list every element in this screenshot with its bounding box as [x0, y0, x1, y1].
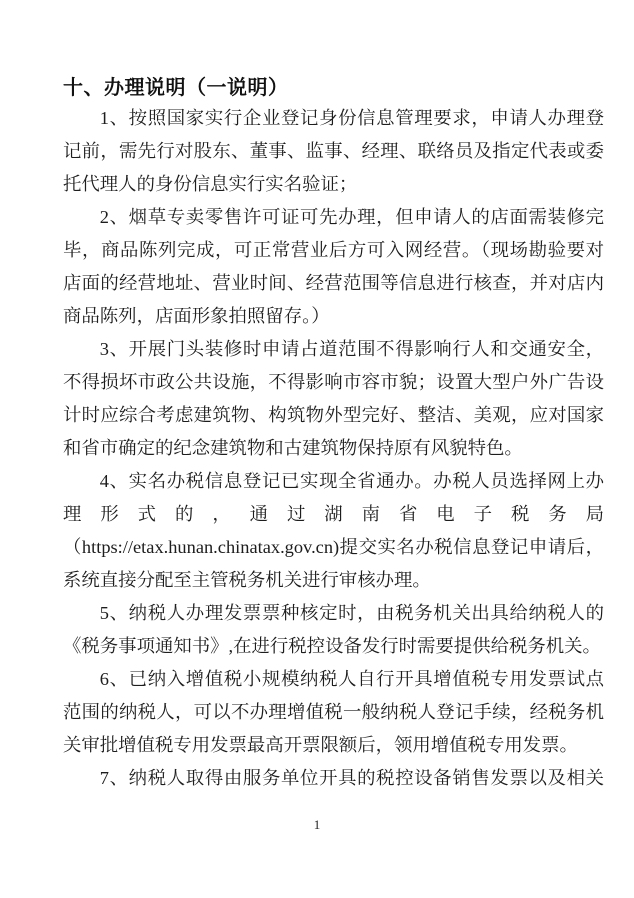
- paragraph-7: 7、纳税人取得由服务单位开具的税控设备销售发票以及相关: [99, 768, 604, 788]
- inline-url: （https://etax.hunan.chinatax.gov.cn): [63, 537, 340, 557]
- document-body: [63, 72, 604, 795]
- paragraph-4: 4、实名办税信息登记已实现全省通办。办税人员选择网上办理形式的，通过湖南省电子税务局（https://etax.hunan.chinatax.gov.cn)提交实名办税信息登记申请后，系统直接分配至主管税务机关进行审核办理。: [63, 471, 604, 590]
- paragraph-2: 2、烟草专卖零售许可证可先办理，但申请人的店面需装修完毕，商品陈列完成，可正常营业后方可入网经营。（现场勘验要对店面的经营地址、营业时间、经营范围等信息进行核查，并对店内商品陈列，店面形象拍照留存。）: [63, 207, 604, 326]
- section-title: 十、办理说明（一说明）: [63, 75, 289, 99]
- paragraph-3: 3、开展门头装修时申请占道范围不得影响行人和交通安全，不得损坏市政公共设施，不得影响市容市貌；设置大型户外广告设计时应综合考虑建筑物、构筑物外型完好、整洁、美观，应对国家和省市确定的纪念建筑物和古建筑物保持原有风貌特色。: [63, 339, 604, 458]
- paragraph-6: 6、已纳入增值税小规模纳税人自行开具增值税专用发票试点范围的纳税人，可以不办理增值税一般纳税人登记手续，经税务机关审批增值税专用发票最高开票限额后，领用增值税专用发票。: [63, 669, 604, 755]
- page-number: 1: [313, 817, 321, 832]
- paragraph-1: 1、按照国家实行企业登记身份信息管理要求，申请人办理登记前，需先行对股东、董事、监事、经理、联络员及指定代表或委托代理人的身份信息实行实名验证；: [63, 108, 604, 194]
- paragraph-5: 5、纳税人办理发票票种核定时，由税务机关出具给纳税人的《税务事项通知书》,在进行税控设备发行时需要提供给税务机关。: [63, 603, 604, 656]
